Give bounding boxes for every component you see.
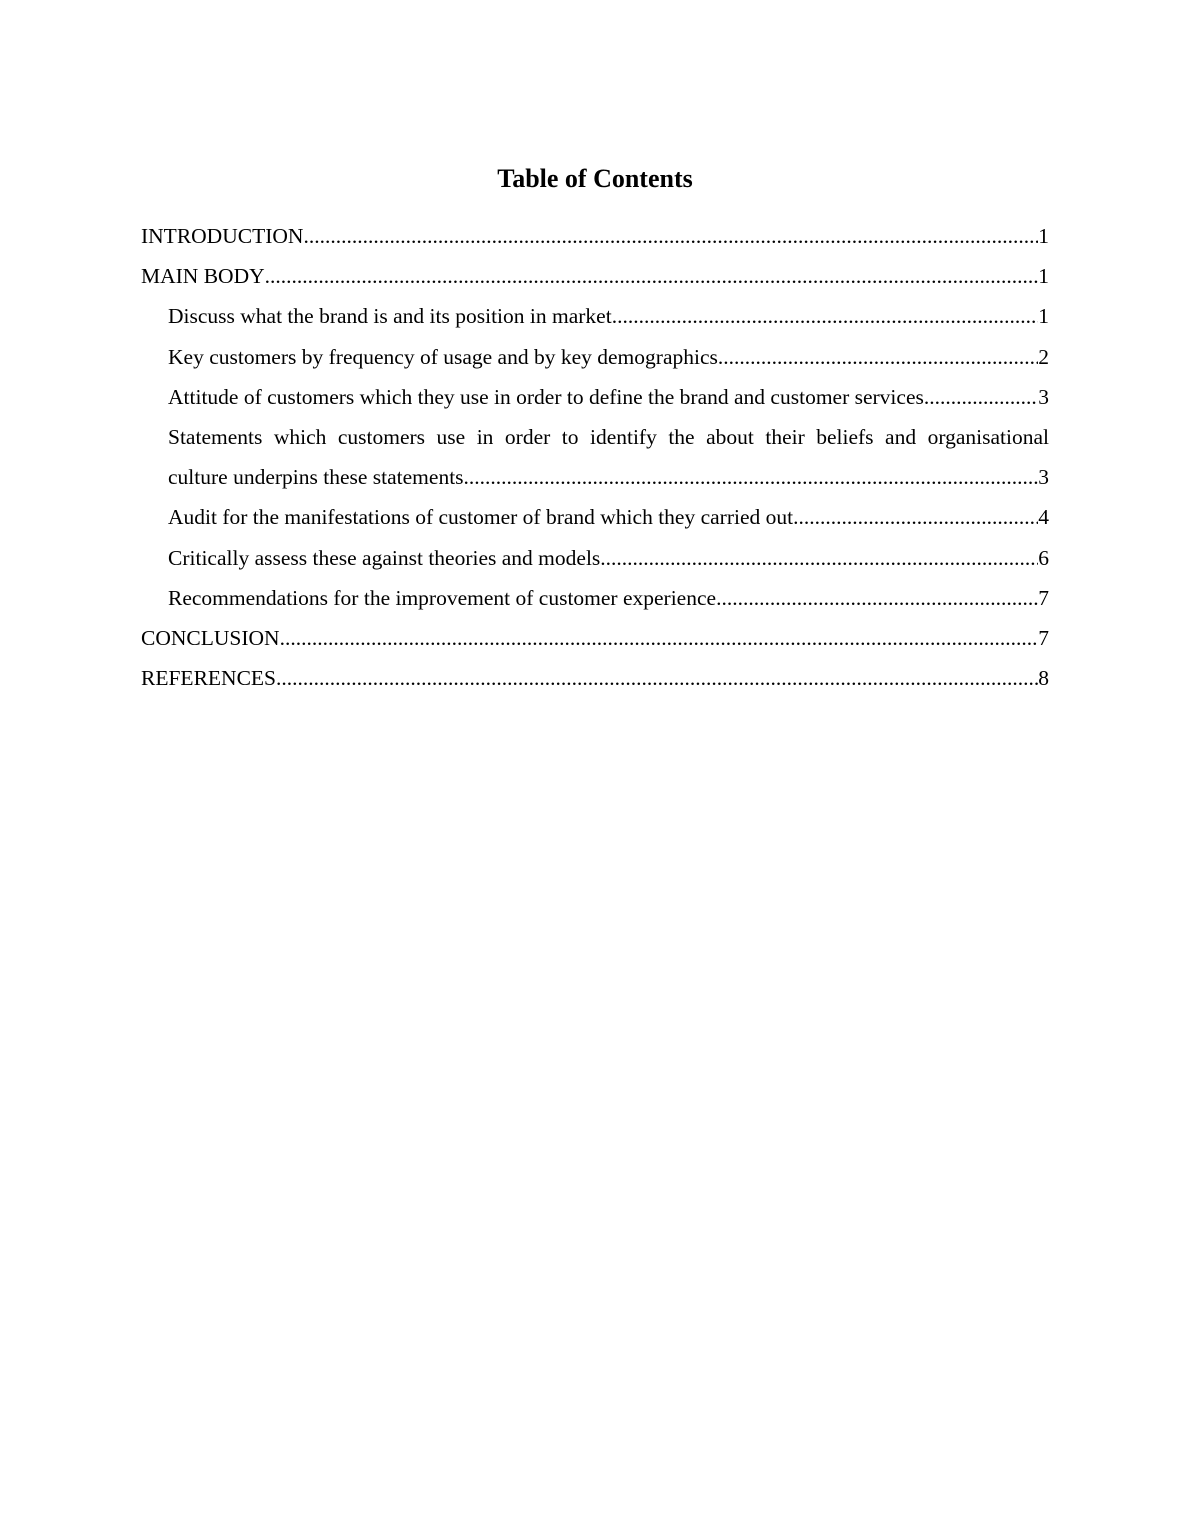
dot-leader	[600, 538, 1038, 578]
toc-entry-text: Discuss what the brand is and its position in market	[168, 304, 612, 329]
dot-leader	[464, 457, 1039, 497]
toc-link[interactable]	[168, 377, 1049, 417]
dot-leader	[265, 256, 1039, 296]
toc-link[interactable]	[141, 658, 1049, 698]
toc-link[interactable]	[168, 337, 1049, 377]
toc-link[interactable]	[168, 497, 1049, 537]
toc-entry-text: Key customers by frequency of usage and by key demographics	[168, 344, 718, 369]
toc-list	[141, 216, 1049, 698]
toc-page-number: 4	[1038, 505, 1049, 530]
dot-leader	[276, 658, 1038, 698]
toc-entry-conclusion[interactable]	[141, 618, 1049, 658]
toc-page-number: 7	[1038, 585, 1049, 610]
toc-row	[168, 377, 1049, 417]
toc-entry-audit[interactable]	[141, 497, 1049, 537]
toc-link[interactable]	[141, 216, 1049, 256]
toc-entry-main-body[interactable]	[141, 256, 1049, 296]
toc-link[interactable]	[168, 417, 1049, 497]
toc-page-number: 2	[1038, 344, 1049, 369]
toc-page-number: 1	[1038, 224, 1049, 248]
toc-entry-brand-position[interactable]	[141, 296, 1049, 336]
toc-page-number: 3	[1038, 465, 1049, 490]
toc-entry-text: Attitude of customers which they use in order to define the brand and customer services	[168, 384, 924, 409]
dot-leader	[716, 578, 1038, 618]
toc-row	[168, 296, 1049, 336]
toc-entry-text: INTRODUCTION	[141, 224, 304, 248]
toc-entry-attitude-of-customers[interactable]	[141, 377, 1049, 417]
toc-page-number: 6	[1038, 545, 1049, 570]
toc-entry-text: CONCLUSION	[141, 626, 280, 651]
toc-entry-text-line1: Statements which customers use in order to identify the about their beliefs and organisational	[168, 425, 1049, 450]
toc-page-number: 7	[1038, 626, 1049, 651]
toc-link[interactable]	[168, 578, 1049, 618]
dot-leader	[718, 337, 1038, 377]
toc-link[interactable]	[168, 538, 1049, 578]
toc-row	[168, 497, 1049, 537]
toc-entry-key-customers[interactable]	[141, 337, 1049, 377]
toc-entry-text: MAIN BODY	[141, 264, 265, 289]
toc-entry-introduction[interactable]	[141, 216, 1049, 256]
toc-entry-references[interactable]	[141, 658, 1049, 698]
dot-leader	[280, 618, 1039, 658]
dot-leader	[793, 497, 1038, 537]
toc-row	[141, 618, 1049, 658]
toc-row	[168, 578, 1049, 618]
toc-row	[168, 337, 1049, 377]
toc-entry-text: Critically assess these against theories and models	[168, 545, 601, 570]
toc-link[interactable]	[168, 296, 1049, 336]
toc-entry-text: Recommendations for the improvement of customer experience	[168, 585, 717, 610]
toc-row	[168, 457, 1049, 497]
toc-row	[141, 256, 1049, 296]
toc-entry-text-line2: culture underpins these statements	[168, 465, 464, 490]
toc-page-number: 3	[1038, 384, 1049, 409]
toc-page-number: 8	[1038, 666, 1049, 691]
toc-entry-critically-assess[interactable]	[141, 538, 1049, 578]
toc-heading: Table of Contents	[497, 164, 693, 193]
toc-link[interactable]	[141, 618, 1049, 658]
toc-entry-recommendations[interactable]	[141, 578, 1049, 618]
toc-entry-statements[interactable]	[141, 417, 1049, 497]
toc-row	[168, 538, 1049, 578]
toc-page-number: 1	[1038, 304, 1049, 329]
toc-row	[141, 658, 1049, 698]
toc-link[interactable]	[141, 256, 1049, 296]
toc-entry-text: REFERENCES	[141, 666, 276, 691]
toc-row	[141, 216, 1049, 256]
toc-page-number: 1	[1038, 264, 1049, 289]
toc-entry-text: Audit for the manifestations of customer of brand which they carried out	[168, 505, 794, 530]
dot-leader	[612, 296, 1039, 336]
dot-leader	[924, 377, 1038, 417]
dot-leader	[303, 216, 1038, 256]
